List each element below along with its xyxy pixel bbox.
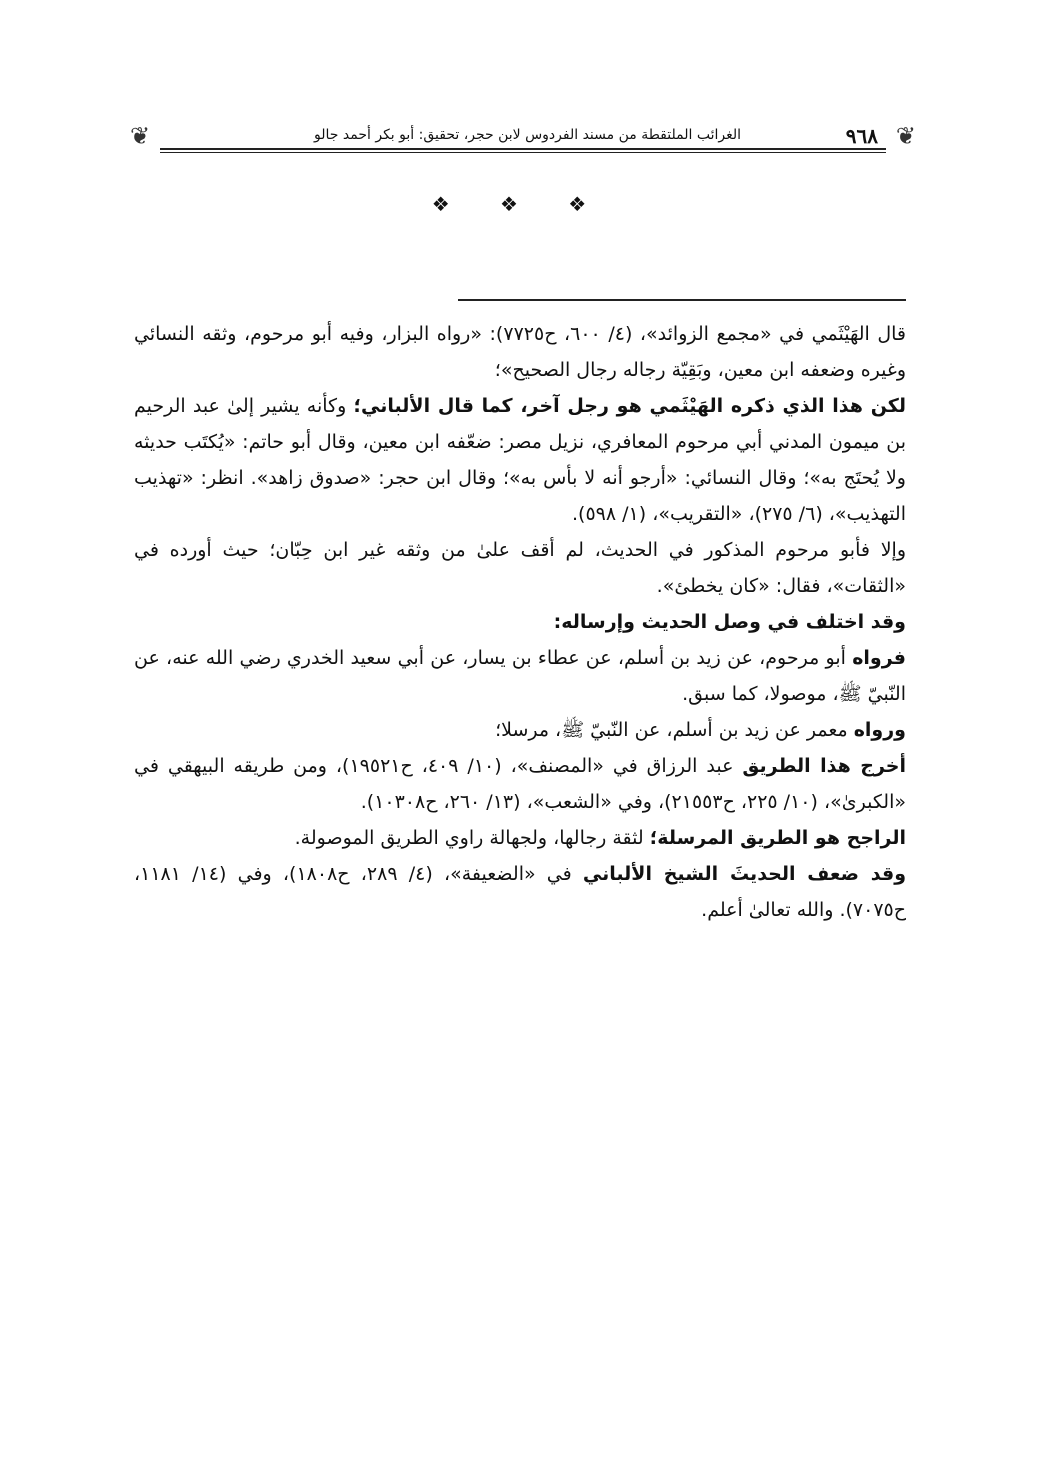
paragraph [134,388,906,532]
paragraph-lead: ورواه [853,719,906,741]
page-number: ٩٦٨ [845,124,878,148]
paragraph-text: لثقة رجالها، ولجهالة راوي الطريق الموصولة. [294,827,650,849]
paragraph-lead: الراجح هو الطريق المرسلة؛ [649,827,906,849]
paragraph [134,604,906,640]
ornament-icon: ❦ [895,122,916,150]
paragraph-lead: لكن هذا الذي ذكره الهَيْثَمي هو رجل آخر، كما قال الألباني؛ [353,395,906,417]
paragraph [134,712,906,748]
running-header [130,118,916,152]
paragraph [134,856,906,928]
paragraph [134,316,906,388]
paragraph-lead: وقد اختلف في وصل الحديث وإرساله: [553,611,906,633]
paragraph-lead: أخرج هذا الطريق [742,755,906,777]
paragraph-lead: فرواه [852,647,906,669]
ornament-icon: ❦ [130,122,151,150]
paragraph [134,532,906,604]
paragraph-lead: وقد ضعف الحديثَ الشيخ الألباني [582,863,906,885]
paragraph-text: وكأنه يشير إلىٰ عبد الرحيم بن ميمون المدني أبي مرحوم المعافري، نزيل مصر: ضعّفه ابن معين، وقال أبو حاتم: «يُكتَب حديثه ولا يُحتَج به»؛ وقال النسائي: «أرجو أنه لا بأس به»؛ وقال ابن حجر: «صدوق زاهد». انظر: «تهذيب التهذيب»، (٦/ ٢٧٥)، «التقريب»، (١/ ٥٩٨). [134,395,906,525]
paragraph [134,820,906,856]
paragraph-text: في «الضعيفة»، (٤/ ٢٨٩، ح١٨٠٨)، وفي (١٤/ ١١٨١، ح٧٠٧٥). والله تعالىٰ أعلم. [134,863,906,921]
paragraph [134,748,906,820]
paragraph-text: عبد الرزاق في «المصنف»، (١٠/ ٤٠٩، ح١٩٥٢١)، ومن طريقه البيهقي في «الكبرىٰ»، (١٠/ ٢٢٥، ح٢١٥٥٣)، وفي «الشعب»، (١٣/ ٢٦٠، ح١٠٣٠٨). [134,755,906,813]
section-separator: ❖ ❖ ❖ [431,192,609,216]
header-title: الغرائب الملتقطة من مسند الفردوس لابن حجر، تحقيق: أبو بكر أحمد جالو [314,127,741,143]
footnote-rule [458,299,906,301]
footnote-body [134,316,906,928]
header-rule [160,148,886,153]
paragraph [134,640,906,712]
paragraph-text: أبو مرحوم، عن زيد بن أسلم، عن عطاء بن يسار، عن أبي سعيد الخدري رضي الله عنه، عن النّبيّ ﷺ، موصولا، كما سبق. [134,647,906,705]
paragraph-text: وإلا فأبو مرحوم المذكور في الحديث، لم أقف علىٰ من وثقه غير ابن حِبّان؛ حيث أورده في «الثقات»، فقال: «كان يخطئ». [134,539,906,597]
paragraph-text: قال الهَيْثَمي في «مجمع الزوائد»، (٤/ ٦٠٠، ح٧٧٢٥): «رواه البزار، وفيه أبو مرحوم، وثقه النسائي وغيره وضعفه ابن معين، وبَقِيّة رجاله رجال الصحيح»؛ [134,323,906,381]
paragraph-text: معمر عن زيد بن أسلم، عن النّبيّ ﷺ، مرسلا؛ [495,719,854,741]
